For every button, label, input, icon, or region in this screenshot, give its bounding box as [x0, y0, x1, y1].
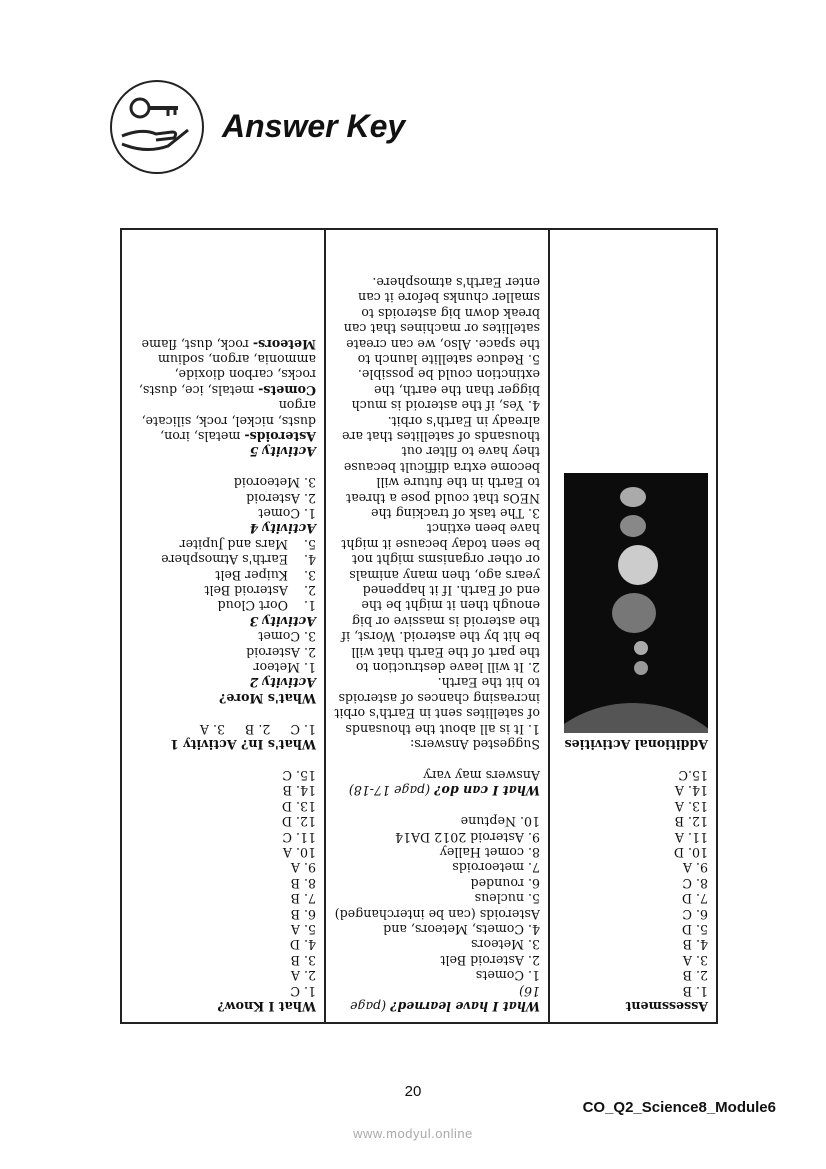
list-item: 11. A — [674, 829, 708, 845]
list-item: 2. Asteroid — [246, 490, 316, 506]
list-item: 12. D — [281, 814, 316, 830]
list-item: 6. C — [682, 906, 708, 922]
activity-title: Activity 2 — [249, 675, 316, 691]
column-2 — [324, 228, 550, 1024]
list-item: 15.C — [678, 767, 708, 783]
list-item: 14. B — [282, 783, 316, 799]
list-item: 4. Earth's Atmosphere — [161, 552, 316, 568]
section-title: What's In? Activity 1 — [170, 737, 316, 753]
list-item: 4. Comets, Meteors, and Asteroids (can be interchanged) — [334, 906, 540, 937]
list-item: 3. Meteors — [471, 937, 540, 953]
activity-title: Activity 3 — [249, 613, 316, 629]
section-title: Assessment — [625, 999, 708, 1014]
list-item: 3. Meteoroid — [233, 475, 316, 491]
term: Meteors- — [252, 336, 316, 352]
page-number: 20 — [404, 1083, 422, 1100]
list-item: 13. A — [674, 798, 708, 814]
term: Comets- — [258, 382, 316, 398]
list-item: 1. Oort Cloud — [217, 598, 316, 614]
activity-title: Activity 4 — [249, 521, 316, 537]
list-item: 9. A — [682, 860, 708, 876]
list-item: 5. nucleus — [474, 891, 540, 907]
list-item: 2. Asteroid Belt — [204, 583, 316, 599]
list-item: 2. Asteroid — [246, 644, 316, 660]
list-item: 7. B — [290, 891, 316, 907]
section-title: What I Know? — [217, 999, 316, 1014]
list-item: 1. Comets — [475, 968, 540, 984]
activity-title: Activity 5 — [249, 444, 316, 460]
list-item: 10. A — [282, 844, 316, 860]
list-item: 4. Yes, if the asteroid is much bigger than the earth, the extinction could be possible. — [351, 367, 540, 414]
list-item: 4. D — [289, 937, 316, 953]
list-item: 15. C — [282, 767, 316, 783]
page-title: Answer Key — [222, 108, 406, 144]
list-item: 2. Asteroid Belt — [440, 952, 540, 968]
list-item: 9. A — [290, 860, 316, 876]
list-item: 5. D — [681, 921, 708, 937]
list-item: 12. B — [674, 814, 708, 830]
list-item: 10. D — [673, 844, 708, 860]
list-item: 3. Kuiper Belt — [215, 567, 316, 583]
suggested-label: Suggested Answers: — [410, 737, 540, 753]
list-item: 2. It will leave destruction to the part of the Earth that will be hit by the asteroid. Worst, if the asteroid is massive or big enough then it might be the end of Earth. If it happened years ago, then many animals or other organisms might not be seen today because it might have been extinct — [341, 521, 540, 676]
list-item: 1. It is all about the thousands of satellites sent in Earth's orbit increasing chances of asteroids to hit the Earth. — [334, 675, 540, 737]
list-item: 1. Meteor — [253, 660, 316, 676]
list-item: 3. B — [290, 952, 316, 968]
list-item: 10. Neptune — [460, 814, 540, 830]
note: Answers may vary — [423, 767, 540, 783]
column-3 — [548, 228, 718, 1024]
list-item: 11. C — [282, 829, 316, 845]
page-ref: (page 16) — [350, 983, 540, 1014]
list-item: 2. A — [290, 968, 316, 984]
list-item: 1. C — [290, 983, 316, 999]
list-item: 5. Reduce satellite launch to the space. Also, we can create satellites or machines that can break down big asteroids to smaller chunks before it can enter Earth's atmosphere. — [343, 274, 540, 367]
description: metals, ice, dusts, rocks, carbon dioxide, ammonia, argon, sodium — [138, 351, 316, 398]
column-1 — [120, 228, 326, 1024]
section-title: Additional Activities — [564, 737, 708, 753]
list-item: 8. C — [682, 875, 708, 891]
answers: 1. C 2. B 3. A — [199, 721, 316, 737]
list-item: 3. A — [682, 952, 708, 968]
list-item: 5. Mars and Jupiter — [179, 536, 316, 552]
list-item: 7. meteoroids — [452, 860, 540, 876]
list-item: 9. Asteroid 2012 DA14 — [394, 829, 540, 845]
list-item: 3. The task of tracking the NEOs that could pose a threat to Earth in the future will become extra difficult because they have to filter out thousands of satellites that are already in Earth's orbit. — [342, 413, 540, 522]
list-item: 8. comet Halley — [439, 844, 540, 860]
watermark: www.modyul.online — [353, 1126, 473, 1141]
list-item: 13. D — [281, 798, 316, 814]
list-item: 4. B — [682, 937, 708, 953]
key-in-hand-icon — [110, 80, 204, 174]
activity5-entry — [134, 352, 316, 398]
list-item: 1. B — [682, 983, 708, 999]
page-ref: (page 17-18) — [348, 783, 431, 799]
list-item: 1. Comet — [258, 506, 316, 522]
list-item: 6. rounded — [470, 875, 540, 891]
list-item: 6. B — [290, 906, 316, 922]
list-item: 8. B — [290, 875, 316, 891]
list-item: 14. A — [674, 783, 708, 799]
section-title: What I can do? — [434, 783, 540, 799]
list-item: 3. Comet — [258, 629, 316, 645]
term: Asteroids- — [244, 429, 316, 445]
section-title: What's More? — [219, 690, 316, 706]
list-item: 2. B — [682, 968, 708, 984]
activity5-entry — [134, 336, 316, 351]
activity5-entry — [134, 398, 316, 444]
section-title: What I have learned? — [390, 999, 540, 1014]
solar-system-image — [564, 473, 708, 733]
description: rock, dust, flame — [141, 336, 253, 352]
list-item: 7. D — [681, 891, 708, 907]
list-item: 5. A — [290, 921, 316, 937]
module-code: CO_Q2_Science8_Module6 — [582, 1099, 776, 1116]
description: metals, iron, dusts, nickel, rock, silicate, argon — [141, 398, 316, 445]
